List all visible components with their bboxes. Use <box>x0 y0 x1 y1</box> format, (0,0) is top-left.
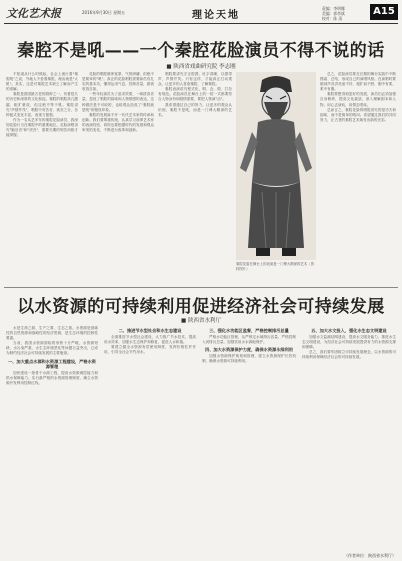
page-number: A15 <box>370 4 398 20</box>
subheading: 五、加大水文投入，强化水生态文明建设 <box>311 328 387 333</box>
subheading: 二、推进节水型社会和水生态建设 <box>118 328 182 333</box>
opera-performer-photo <box>236 72 316 260</box>
article1-headline: 秦腔不是吼——一个秦腔花脸演员不得不说的话 <box>17 41 385 61</box>
section-title: 理论天地 <box>192 10 240 21</box>
article1-column-1 <box>6 72 78 282</box>
article1-byline: ■ 陕西省戏曲研究院 李志刚 <box>166 64 236 70</box>
paragraph: 加强水资源保护规划和管理，建立水资源保护长效机制，确保水资源可持续利用。 <box>202 354 296 364</box>
author-note: （作者单位：陕西省水利厅） <box>344 553 396 558</box>
paragraph: 秦腔表演讲究程式化，唱、念、做、打各有规范。花脸演员在舞台上的一招一式都要符合人物身份和剧情需要，要把人物演"活"。 <box>158 87 232 102</box>
paragraph: 水是生命之源、生产之要、生态之基。水资源是基础性的自然资源和战略性的经济资源，是生态环境的控制性要素。 <box>6 326 98 341</box>
paragraph: 总而言之，秦腔花脸的唱腔讲究的是功夫和韵味，而不是简单的吼叫。希望通过我们的共同努力，让古老的秦腔艺术焕发出新的光彩。 <box>320 107 396 122</box>
paragraph: 花脸的唱腔雄浑宽厚，气势磅礴，但绝不是简单的"吼"。真正的花脸唱腔需要演员有扎实的基本功，懂得运用气息，控制音量，做到收放自如。 <box>82 72 154 92</box>
article1-column-2 <box>82 72 154 282</box>
paragraph: 总之，花脸演员要在长期的舞台实践中不断摸索、总结，形成自己的演唱风格。在演唱时要做到声音洪亮而不炸、粗犷而不野，刚中有柔，柔中有刚。 <box>320 72 396 92</box>
paper-name: 文化艺术报 <box>6 7 61 20</box>
paragraph: 一些年轻演员为了追求效果，一味拔高音量，忽视了唱腔的韵味和人物情感的表达，这种做法是不可取的，也给观众造成了"秦腔就是吼"的错误印象。 <box>82 92 154 112</box>
article2-column-3 <box>202 326 296 548</box>
paragraph: 唱腔要讲究字正腔圆，吐字清晰，以情带声，声情并茂。只有这样，才能真正打动观众，让更多的人喜欢秦腔、了解秦腔。 <box>158 72 232 87</box>
article1-column-5 <box>320 72 396 282</box>
credit-proofreader: 校对：陈 清 <box>322 16 343 21</box>
paragraph: 要建立健全水资源有偿使用制度，发挥价格杠杆作用，引导全社会节约用水。 <box>104 345 196 355</box>
paragraph: 作为一名从艺多年的秦腔花脸演员，我深知花脸行当在秦腔中的重要地位。花脸演唱讲究"脑后音"和"虎音"，需要长期的刻苦训练才能掌握。 <box>6 117 78 138</box>
article2-headline: 以水资源的可持续利用促进经济社会可持续发展 <box>17 297 385 317</box>
paragraph: 秦腔的发展离不开一代代艺术家的传承和创新。我们要尊重传统，认真学习前辈艺术家的表演经验，同时也要根据时代的发展和观众审美的变化，不断进行改革和创新。 <box>82 112 154 133</box>
article1-column-3 <box>158 72 232 282</box>
subheading: 三、强化水功能区监督，严格控制排污总量 <box>209 328 289 333</box>
credit-designer: 美编：郭李斌 <box>322 11 345 16</box>
subheading: 一、加大重点水源和水资源工程建设，严格水资源管理 <box>8 358 96 369</box>
photo-caption: 秦腔花脸在舞台上的表演是一门博大精深的艺术（资料图片） <box>236 262 314 271</box>
paragraph: 秦腔要想得到更好的发展，演员们必须加强自身修养，提高文化素质，深入理解剧本和人物，用心去演戏，用情去唱戏。 <box>320 92 396 107</box>
article2-column-2 <box>104 326 196 548</box>
paragraph: 加快建设一批骨干水源工程，提高水资源调控能力和供水保障能力。实行最严格的水资源管理制度，确立水资源开发利用控制红线。 <box>6 370 98 385</box>
editor-credits <box>322 6 345 21</box>
paragraph: 当前，我国水资源面临的形势十分严峻，水资源短缺、水污染严重、水生态环境恶化等问题日益突出，已成为制约经济社会可持续发展的主要瓶颈。 <box>6 341 98 356</box>
paragraph: 我希望通过自己的努力，让更多的观众认识到，秦腔不是吼，而是一门博大精深的艺术。 <box>158 102 232 117</box>
paragraph: 秦腔是我国最古老的剧种之一，有着悠久的历史和深厚的文化积淀。秦腔的唱腔高亢激越、粗犷豪放，但这绝不等于吼。秦腔讲究"声情并茂"，唱腔中有苦音、欢音之分，各种板式变化丰富，表现力极强。 <box>6 92 78 117</box>
section-divider <box>4 287 398 288</box>
masthead <box>4 2 398 24</box>
paragraph: 严格水功能区管理，从严核定水域纳污容量，严格控制入河排污总量，加强饮用水水源地保护。 <box>202 335 296 345</box>
paragraph: 加强水文监测站网建设，提高水文服务能力，推进水生态文明建设，为经济社会可持续发展提供有力的水资源支撑和保障。 <box>302 335 396 350</box>
article2-byline: ■ 陕西省水利厅 <box>181 318 221 324</box>
paragraph: 全面推进节水型社会建设，大力推广节水技术，提高用水效率，加强水生态保护和修复，促进人水和谐。 <box>104 335 196 345</box>
paragraph: 总之，我们要牢固树立可持续发展理念，以水资源的可持续利用保障经济社会的可持续发展。 <box>302 350 396 360</box>
article2-column-1 <box>6 326 98 548</box>
paragraph: 不知道从什么时候起，社会上流行着"秦腔吼"之说，外地人不爱看秦腔，理由就是"太吼"。其实，这是对秦腔艺术缺乏了解而产生的误解。 <box>6 72 78 92</box>
subheading: 四、加大水资源保护力度，确保水资源永续利用 <box>205 347 293 353</box>
issue-date: 2016年9月30日 星期五 <box>82 10 126 15</box>
article2-column-4 <box>302 326 396 548</box>
credit-editor: 责编：李明娜 <box>322 6 345 11</box>
